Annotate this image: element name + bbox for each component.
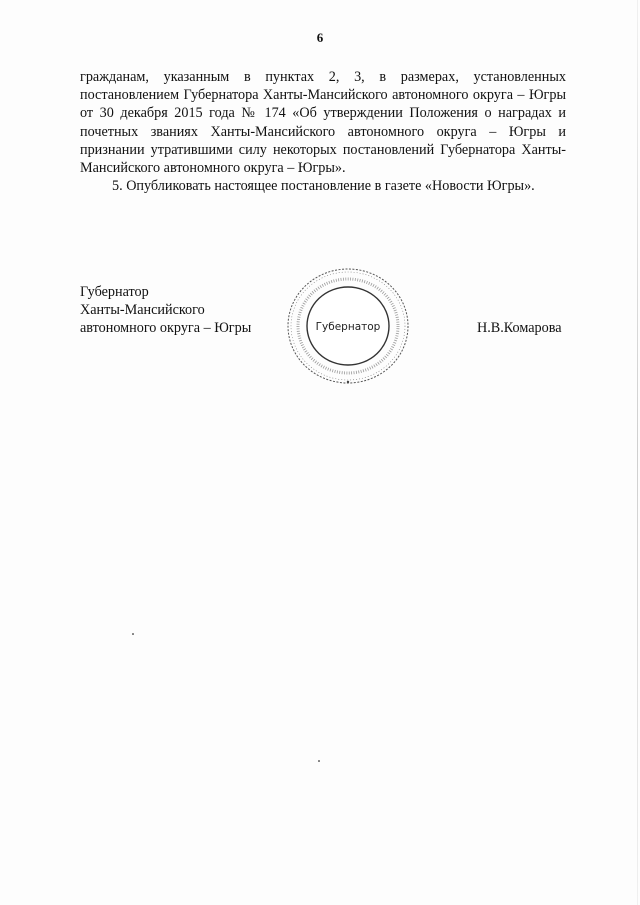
- signatory-title-line: автономного округа – Югры: [80, 320, 252, 337]
- signatory-title-line: Губернатор: [80, 284, 149, 300]
- signatory-name: Н.В.Комарова: [477, 320, 562, 336]
- signatory-title: [80, 283, 251, 338]
- paragraph-item-5: 5. Опубликовать настоящее постановление в газете «Новости Югры».: [112, 178, 535, 195]
- scan-speck: [318, 760, 320, 762]
- page-number: 6: [316, 30, 324, 45]
- paragraph-continuation: гражданам, указанным в пунктах 2, 3, в размерах, установленных постановлением Губернатора Ханты-Мансийского автономного округа – Югры от 30 декабря 2015 года № 174 «Об утверждении Положения о наградах и почетных званиях Ханты-Мансийского автономного округа – Югры и признании утратившими силу некоторых постановлений Губернатора Ханты-Мансийского автономного округа – Югры».: [80, 69, 566, 177]
- document-body: [80, 68, 566, 195]
- seal-stamp-graphic: [283, 264, 413, 388]
- official-seal: [283, 264, 413, 388]
- scan-speck: [132, 633, 134, 635]
- signatory-title-line: Ханты-Мансийского: [80, 302, 205, 319]
- scan-edge: [637, 0, 638, 905]
- seal-center-text: Губернатор: [315, 321, 381, 333]
